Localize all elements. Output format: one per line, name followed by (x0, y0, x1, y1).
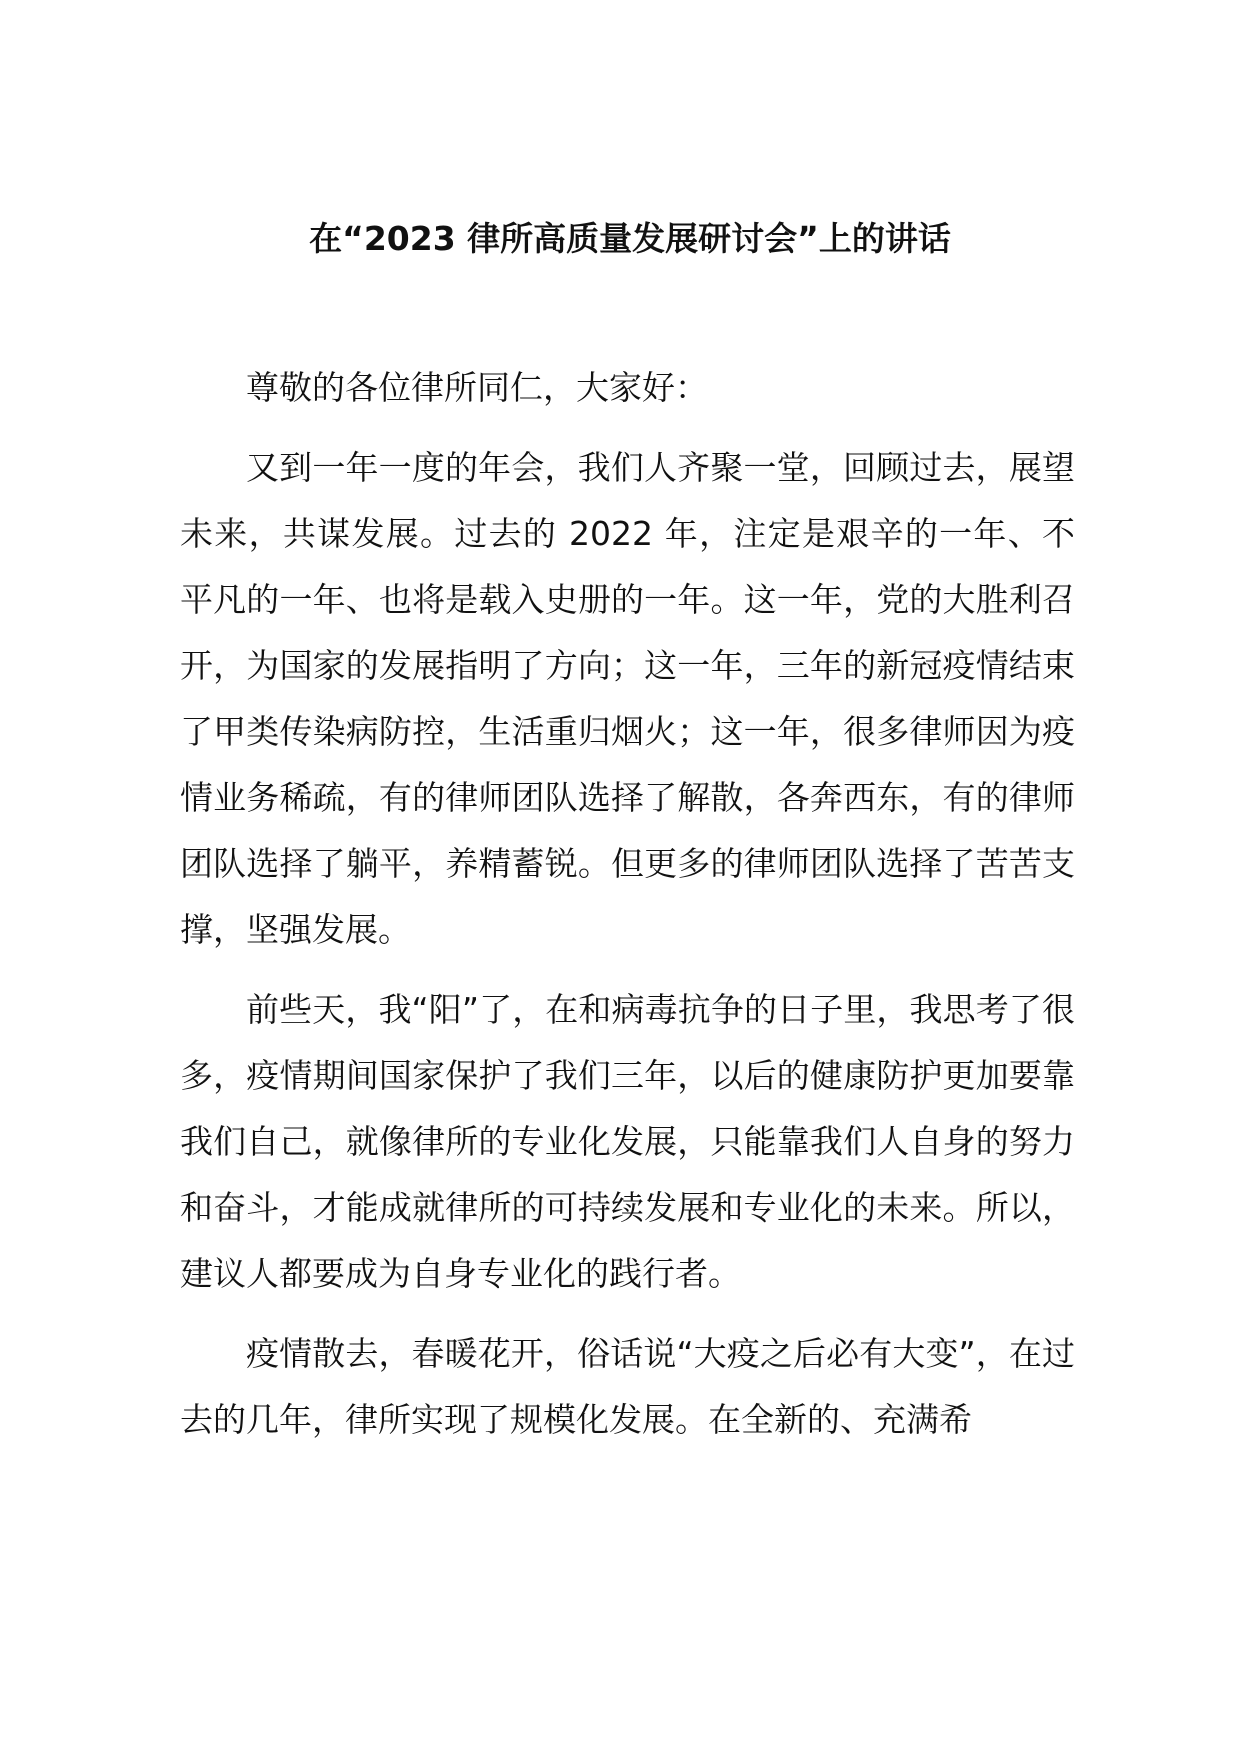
paragraph-reflection: 前些天，我“阳”了，在和病毒抗争的日子里，我思考了很多，疫情期间国家保护了我们三年，以后的健康防护更加要靠我们自己，就像律所的专业化发展，只能靠我们人自身的努力和奋斗，才能成就律所的可持续发展和专业化的未来。所以，建议人都要成为自身专业化的践行者。 (180, 990, 1075, 1293)
paragraph-greeting: 尊敬的各位律所同仁，大家好： (246, 368, 708, 407)
paragraph-outlook: 疫情散去，春暖花开，俗话说“大疫之后必有大变”，在过去的几年，律所实现了规模化发展。在全新的、充满希 (180, 1334, 1075, 1439)
document-title: 在“2023 律所高质量发展研讨会”上的讲话 (309, 219, 951, 258)
paragraph-review: 又到一年一度的年会，我们人齐聚一堂，回顾过去，展望未来，共谋发展。过去的 2022 年，注定是艰辛的一年、不平凡的一年、也将是载入史册的一年。这一年，党的大胜利召开，为国家的发展指明了方向；这一年，三年的新冠疫情结束了甲类传染病防控，生活重归烟火；这一年，很多律师因为疫情业务稀疏，有的律师团队选择了解散，各奔西东，有的律师团队选择了躺平，养精蓄锐。但更多的律师团队选择了苦苦支撑，坚强发展。 (180, 448, 1075, 949)
document-body (180, 355, 1075, 1467)
